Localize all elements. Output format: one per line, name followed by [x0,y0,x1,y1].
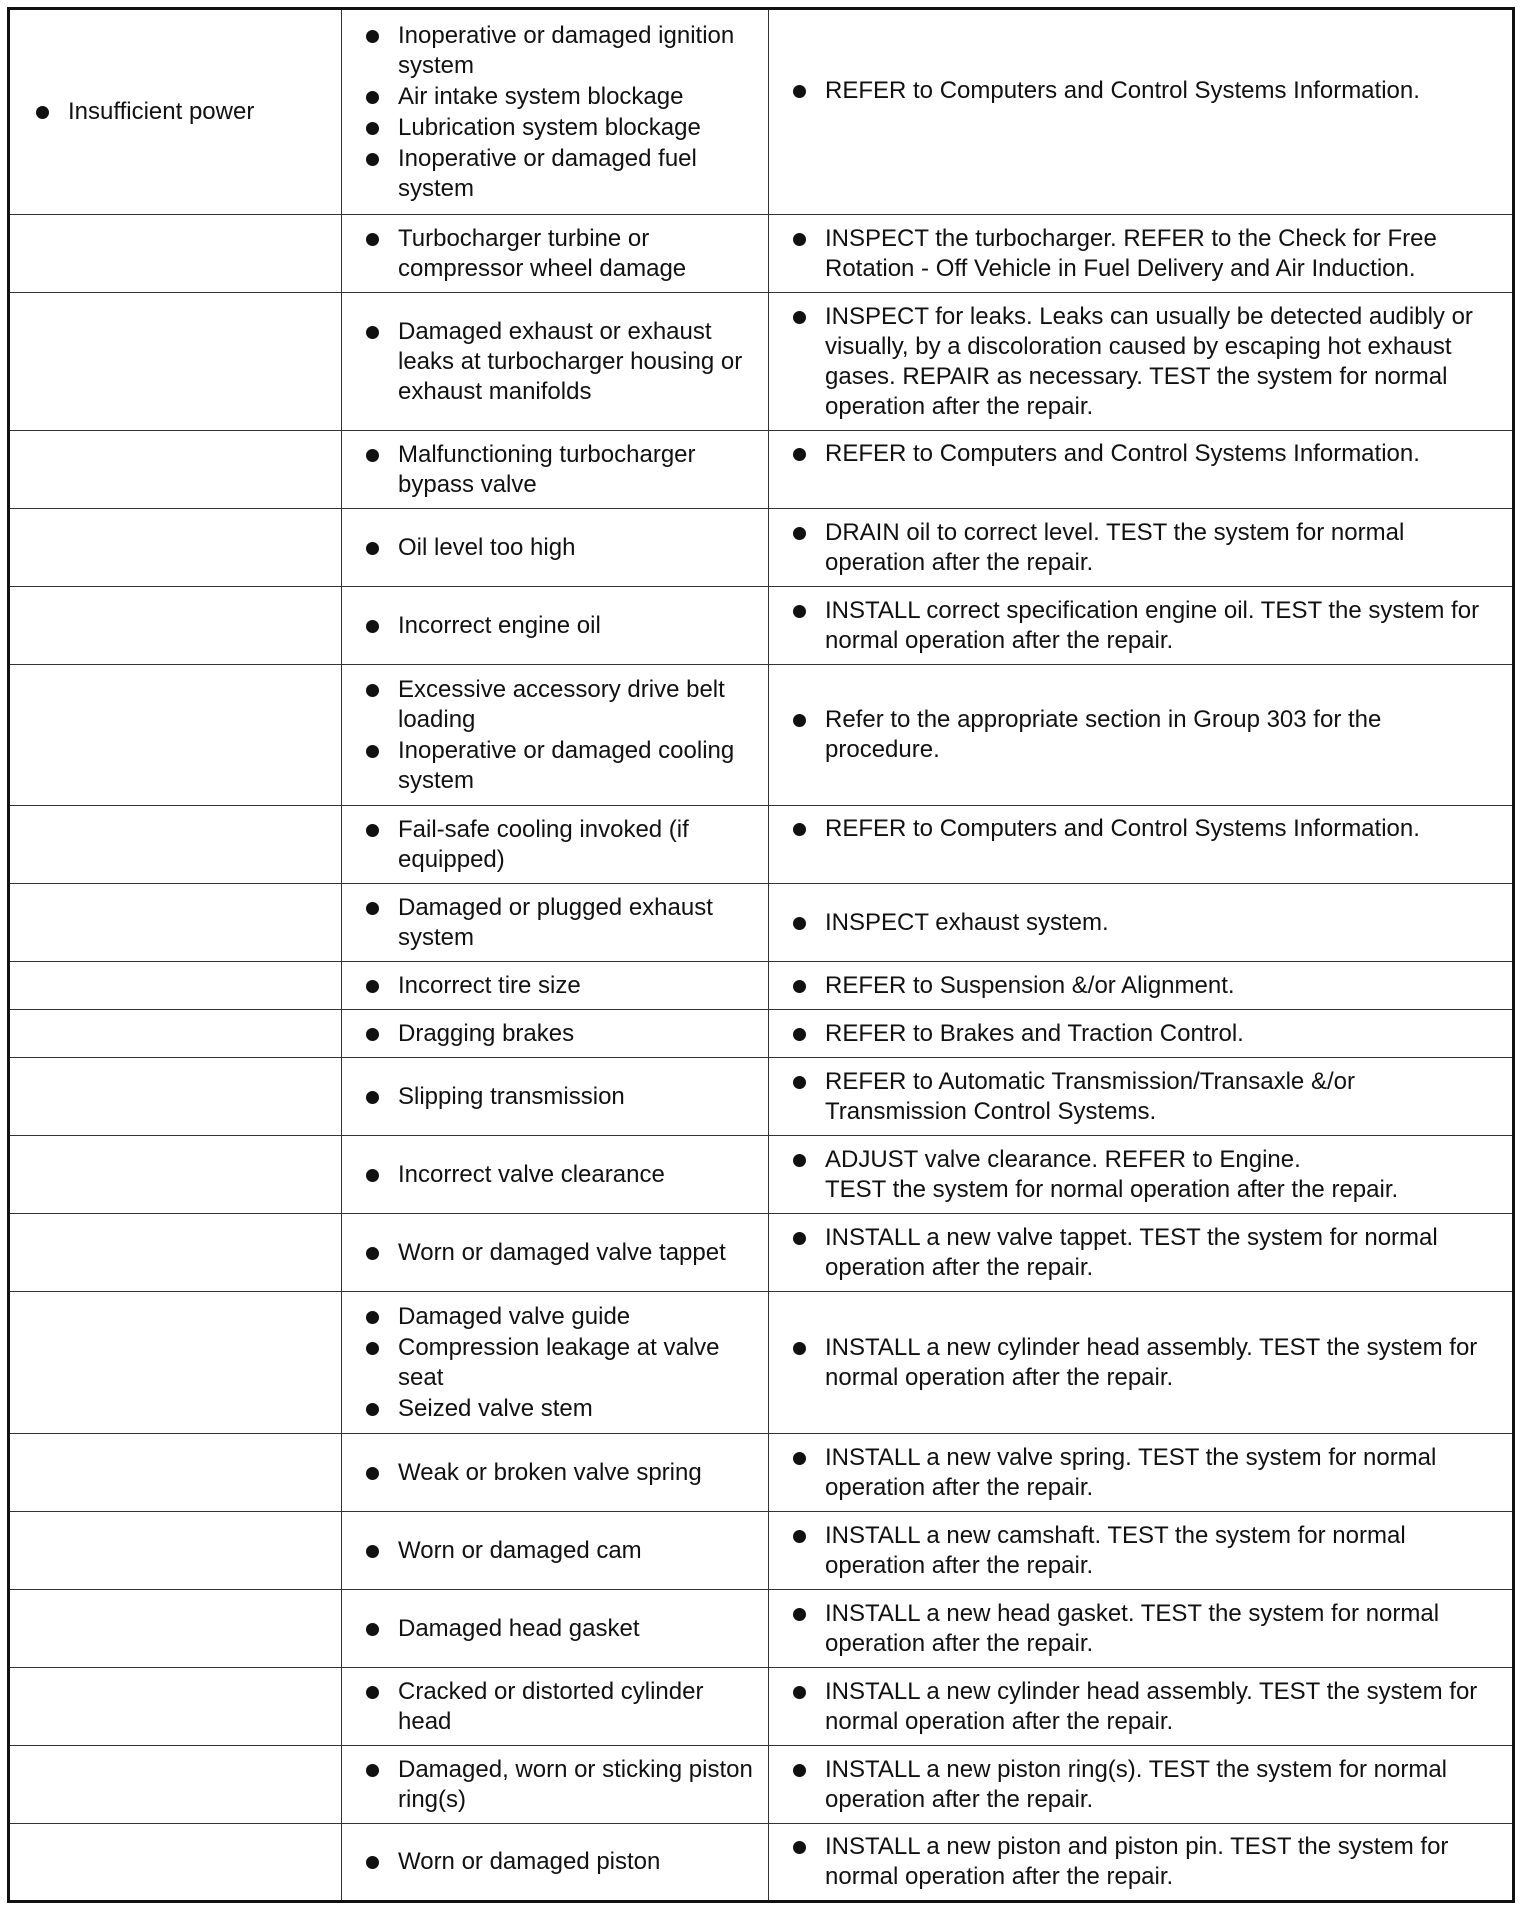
cause-item: Incorrect tire size [362,971,758,1001]
cause-item: Damaged or plugged exhaust system [362,893,758,953]
cause-cell [342,215,769,293]
cause-item: Compression leakage at valve seat [362,1333,758,1393]
cause-cell [342,509,769,587]
action-cell [769,215,1514,293]
symptom-cell [9,509,342,587]
cause-item: Incorrect engine oil [362,611,758,641]
symptom-cell [9,1434,342,1512]
cause-item: Damaged head gasket [362,1614,758,1644]
table-row [9,884,1514,962]
action-text: INSTALL a new valve spring. TEST the system for normal operation after the repair. [789,1443,1502,1503]
cause-item: Turbocharger turbine or compressor wheel damage [362,224,758,284]
symptom-text: Insufficient power [32,97,341,127]
action-cell [769,1292,1514,1434]
cause-cell [342,1292,769,1434]
symptom-cell [9,215,342,293]
action-cell [769,587,1514,665]
table-row [9,1590,1514,1668]
action-cell [769,1010,1514,1058]
table-row [9,1512,1514,1590]
cause-item: Cracked or distorted cylinder head [362,1677,758,1737]
table-row [9,509,1514,587]
action-text: INSTALL a new valve tappet. TEST the system for normal operation after the repair. [789,1223,1502,1283]
cause-item: Seized valve stem [362,1394,758,1424]
cause-cell [342,1590,769,1668]
table-row [9,1434,1514,1512]
cause-cell [342,1512,769,1590]
cause-cell [342,1434,769,1512]
cause-cell [342,1058,769,1136]
cause-item: Damaged valve guide [362,1302,758,1332]
cause-item: Worn or damaged cam [362,1536,758,1566]
action-cell [769,431,1514,509]
action-text: INSTALL a new cylinder head assembly. TEST the system for normal operation after the repair. [789,1677,1502,1737]
cause-item: Weak or broken valve spring [362,1458,758,1488]
action-cell [769,1824,1514,1902]
action-text: INSTALL a new cylinder head assembly. TEST the system for normal operation after the repair. [789,1333,1502,1393]
cause-item: Excessive accessory drive belt loading [362,675,758,735]
cause-item: Fail-safe cooling invoked (if equipped) [362,815,758,875]
action-cell [769,1136,1514,1214]
action-cell [769,1512,1514,1590]
symptom-cell [9,884,342,962]
action-cell [769,293,1514,431]
action-text: INSPECT the turbocharger. REFER to the Check for Free Rotation - Off Vehicle in Fuel Delivery and Air Induction. [789,224,1502,284]
action-cell [769,1668,1514,1746]
cause-item: Dragging brakes [362,1019,758,1049]
cause-cell [342,1136,769,1214]
action-text: REFER to Computers and Control Systems Information. [789,814,1502,844]
action-text: Refer to the appropriate section in Group 303 for the procedure. [789,705,1502,765]
action-cell [769,1058,1514,1136]
action-text: INSTALL a new camshaft. TEST the system for normal operation after the repair. [789,1521,1502,1581]
table-row [9,9,1514,215]
symptom-cell [9,962,342,1010]
diagnosis-table [7,7,1515,1903]
cause-cell [342,665,769,806]
table-row [9,1292,1514,1434]
action-text: REFER to Suspension &/or Alignment. [789,971,1502,1001]
cause-item: Malfunctioning turbocharger bypass valve [362,440,758,500]
action-text: INSPECT exhaust system. [789,908,1502,938]
cause-cell [342,293,769,431]
action-text [789,1145,1502,1205]
table-row [9,1058,1514,1136]
symptom-cell [9,1010,342,1058]
table-row [9,293,1514,431]
cause-item: Worn or damaged valve tappet [362,1238,758,1268]
table-row [9,1136,1514,1214]
symptom-cell [9,1824,342,1902]
table-row [9,1668,1514,1746]
cause-cell [342,806,769,884]
symptom-cell [9,1746,342,1824]
action-text: DRAIN oil to correct level. TEST the system for normal operation after the repair. [789,518,1502,578]
table-row [9,587,1514,665]
action-text: INSTALL a new piston ring(s). TEST the system for normal operation after the repair. [789,1755,1502,1815]
cause-cell [342,1746,769,1824]
cause-cell [342,431,769,509]
symptom-cell [9,1214,342,1292]
action-cell [769,665,1514,806]
table-row [9,1214,1514,1292]
symptom-cell [9,293,342,431]
symptom-cell [9,1136,342,1214]
cause-cell [342,9,769,215]
cause-cell [342,1214,769,1292]
cause-item: Worn or damaged piston [362,1847,758,1877]
action-cell [769,1590,1514,1668]
cause-cell [342,587,769,665]
table-row [9,1010,1514,1058]
action-text: INSTALL a new piston and piston pin. TEST the system for normal operation after the repair. [789,1832,1502,1892]
table-row [9,431,1514,509]
symptom-cell [9,665,342,806]
cause-cell [342,884,769,962]
table-row [9,962,1514,1010]
action-text: REFER to Automatic Transmission/Transaxle &/or Transmission Control Systems. [789,1067,1502,1127]
table-row [9,665,1514,806]
cause-item: Slipping transmission [362,1082,758,1112]
table-row [9,215,1514,293]
cause-item: Lubrication system blockage [362,113,758,143]
symptom-cell [9,1058,342,1136]
table-row [9,806,1514,884]
action-text: REFER to Computers and Control Systems Information. [789,76,1502,106]
symptom-cell [9,1512,342,1590]
cause-item: Damaged, worn or sticking piston ring(s) [362,1755,758,1815]
action-cell [769,1434,1514,1512]
action-line: TEST the system for normal operation after the repair. [825,1175,1399,1203]
symptom-cell [9,9,342,215]
action-cell [769,1214,1514,1292]
cause-item: Incorrect valve clearance [362,1160,758,1190]
symptom-cell [9,1292,342,1434]
cause-item: Inoperative or damaged cooling system [362,736,758,796]
action-text: REFER to Computers and Control Systems Information. [789,439,1502,469]
symptom-cell [9,806,342,884]
table-row [9,1824,1514,1902]
symptom-cell [9,1668,342,1746]
action-text: INSPECT for leaks. Leaks can usually be detected audibly or visually, by a discoloration caused by escaping hot exhaust gases. REPAIR as necessary. TEST the system for normal operation after the repair. [789,302,1502,422]
action-cell [769,1746,1514,1824]
symptom-cell [9,431,342,509]
cause-cell [342,1010,769,1058]
cause-cell [342,1668,769,1746]
symptom-cell [9,1590,342,1668]
cause-item: Inoperative or damaged ignition system [362,21,758,81]
cause-item: Inoperative or damaged fuel system [362,144,758,204]
action-text: INSTALL correct specification engine oil. TEST the system for normal operation after the repair. [789,596,1502,656]
action-cell [769,962,1514,1010]
action-cell [769,884,1514,962]
action-cell [769,9,1514,215]
action-cell [769,806,1514,884]
action-text: INSTALL a new head gasket. TEST the system for normal operation after the repair. [789,1599,1502,1659]
cause-item: Air intake system blockage [362,82,758,112]
action-cell [769,509,1514,587]
cause-item: Oil level too high [362,533,758,563]
action-line: ADJUST valve clearance. REFER to Engine. [825,1145,1301,1173]
action-text: REFER to Brakes and Traction Control. [789,1019,1502,1049]
table-row [9,1746,1514,1824]
symptom-cell [9,587,342,665]
cause-cell [342,1824,769,1902]
cause-cell [342,962,769,1010]
cause-item: Damaged exhaust or exhaust leaks at turbocharger housing or exhaust manifolds [362,317,758,407]
